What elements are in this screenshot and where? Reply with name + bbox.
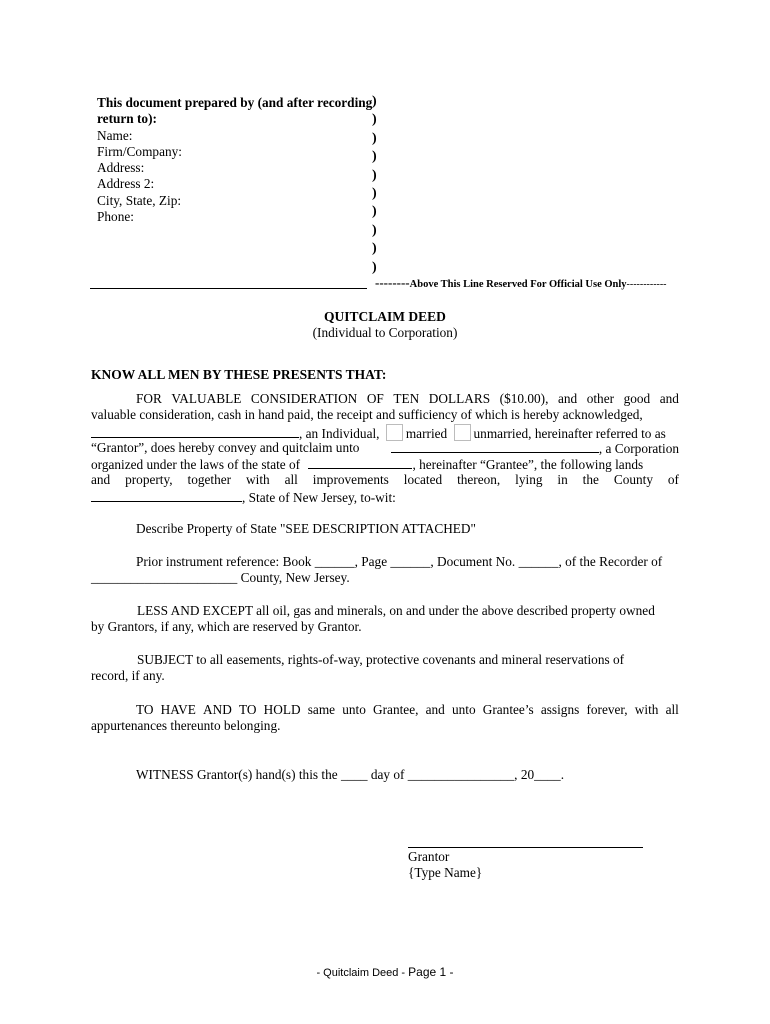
unmarried-label: unmarried, hereinafter referred to as [473,425,666,441]
official-use-trail-dashes: ------------ [626,279,667,290]
paren: ) [372,130,377,146]
consideration-line-4 [91,440,679,456]
page-footer [0,964,770,981]
preparer-heading-line2: return to): [97,111,157,127]
word: located [403,472,443,488]
word: ($10.00), [499,391,549,406]
prior-instrument-line-1: Prior instrument reference: Book ______, Page ______, Document No. ______, of the Recorder of [136,554,663,569]
word: other [586,391,615,406]
paren: ) [372,167,377,183]
word: same [307,702,336,717]
preparer-field-city-state-zip: City, State, Zip: [97,192,182,208]
word: OF [366,391,384,406]
preparer-heading-line1: This document prepared by (and after recording [97,95,373,110]
consideration-line-6 [91,472,679,488]
word: thereon, [457,472,501,488]
paren: ) [372,94,377,109]
word: Grantee, [373,702,419,717]
word: and [659,391,679,406]
word: FOR [136,391,162,406]
unmarried-checkbox[interactable] [454,424,471,441]
word: with [634,702,659,717]
grantor-label: Grantor [408,849,450,864]
word: unto [451,702,476,717]
word: and [91,472,111,488]
word: all [284,472,298,488]
word: TO [136,702,154,717]
know-all-men-heading: KNOW ALL MEN BY THESE PRESENTS THAT: [91,367,387,382]
word: CONSIDERATION [250,391,358,406]
word: lying [515,472,543,488]
preparer-field-address: Address: [97,160,145,176]
subject-line-2: record, if any. [91,668,165,684]
deed-subtitle: (Individual to Corporation) [312,325,458,340]
consideration-line-1 [91,391,679,407]
word: unto [342,702,366,717]
word: and [425,702,445,717]
preparer-field-firm: Firm/Company: [97,143,182,159]
grantor-convey-text: “Grantor”, does hereby convey and quitclaim unto [91,439,360,455]
word: Grantee’s [482,702,534,717]
paren: ) [372,241,377,257]
word: property, [125,472,173,488]
consideration-paragraph [91,391,679,505]
less-except-paragraph [91,603,679,636]
word: improvements [312,472,389,488]
grantee-name-blank[interactable] [391,440,599,453]
state-organized-text: organized under the laws of the state of [91,457,301,473]
word: County [613,472,653,488]
word: the [582,472,599,488]
word: forever, [586,702,628,717]
parentheses-column [372,94,384,278]
word: in [557,472,568,488]
paren: ) [372,259,377,275]
word: with [246,472,270,488]
describe-property-text: Describe Property of State "SEE DESCRIPTION ATTACHED" [136,521,476,536]
consideration-line-2: valuable consideration, cash in hand paid, the receipt and sufficiency of which is hereby acknowledged, [91,407,643,423]
subject-paragraph [91,652,679,685]
deed-title: QUITCLAIM DEED [324,309,446,324]
footer-page-number: Page 1 - [408,965,454,979]
subject-line-1: SUBJECT to all easements, rights-of-way, protective covenants and mineral reservations of [137,652,625,667]
word: assigns [540,702,580,717]
prior-instrument-paragraph [91,554,679,587]
less-except-line-2: by Grantors, if any, which are reserved by Grantor. [91,619,362,635]
word: together [187,472,232,488]
paren: ) [372,222,377,238]
corporation-label: , a Corporation [598,440,679,456]
consideration-line-5 [91,456,679,472]
word: TEN [393,391,420,406]
individual-label: , an Individual, [299,425,380,441]
state-blank[interactable] [308,456,412,469]
married-label: married [405,425,448,441]
official-use-text: Above This Line Reserved For Official Use Only [409,279,627,290]
describe-property-paragraph [91,521,679,537]
state-new-jersey-text: , State of New Jersey, to-wit: [242,489,396,505]
preparer-field-phone: Phone: [97,209,134,225]
word: TO [239,702,257,717]
word: HAVE [160,702,196,717]
preparer-field-address2: Address 2: [97,176,155,192]
paren: ) [372,204,377,220]
word: HOLD [263,702,301,717]
grantee-lands-text: , hereinafter “Grantee”, the following lands [412,457,644,473]
less-except-line-1: LESS AND EXCEPT all oil, gas and minerals, on and under the above described property owned [137,603,655,618]
recording-divider-line [90,288,367,289]
prior-instrument-line-2: ______________________ County, New Jersey. [91,570,350,586]
grantor-signature-line[interactable] [408,847,643,848]
county-blank[interactable] [91,489,242,502]
grantor-name-blank[interactable] [91,425,299,438]
word: DOLLARS [428,391,491,406]
paren: ) [372,185,377,201]
grantor-type-name: {Type Name} [408,865,483,880]
word: of [667,472,679,488]
footer-doc-name: - Quitclaim Deed - [316,967,409,979]
word: VALUABLE [171,391,242,406]
married-checkbox[interactable] [386,424,403,441]
official-use-lead-dashes: -------- [375,275,410,290]
word: good [623,391,651,406]
word: all [665,702,679,717]
word: AND [203,702,232,717]
preparer-block [97,95,373,225]
paren: ) [372,149,377,165]
habendum-line-2: appurtenances thereunto belonging. [91,718,281,734]
witness-text: WITNESS Grantor(s) hand(s) this the ____ day of ________________, 20____. [136,767,565,782]
habendum-paragraph [91,702,679,735]
preparer-field-name: Name: [97,127,133,143]
habendum-line-1 [91,702,679,718]
consideration-line-7 [91,489,679,505]
official-use-notice [375,275,667,293]
paren: ) [372,112,377,128]
witness-paragraph [91,767,679,783]
consideration-line-3 [91,424,679,440]
word: and [557,391,578,406]
